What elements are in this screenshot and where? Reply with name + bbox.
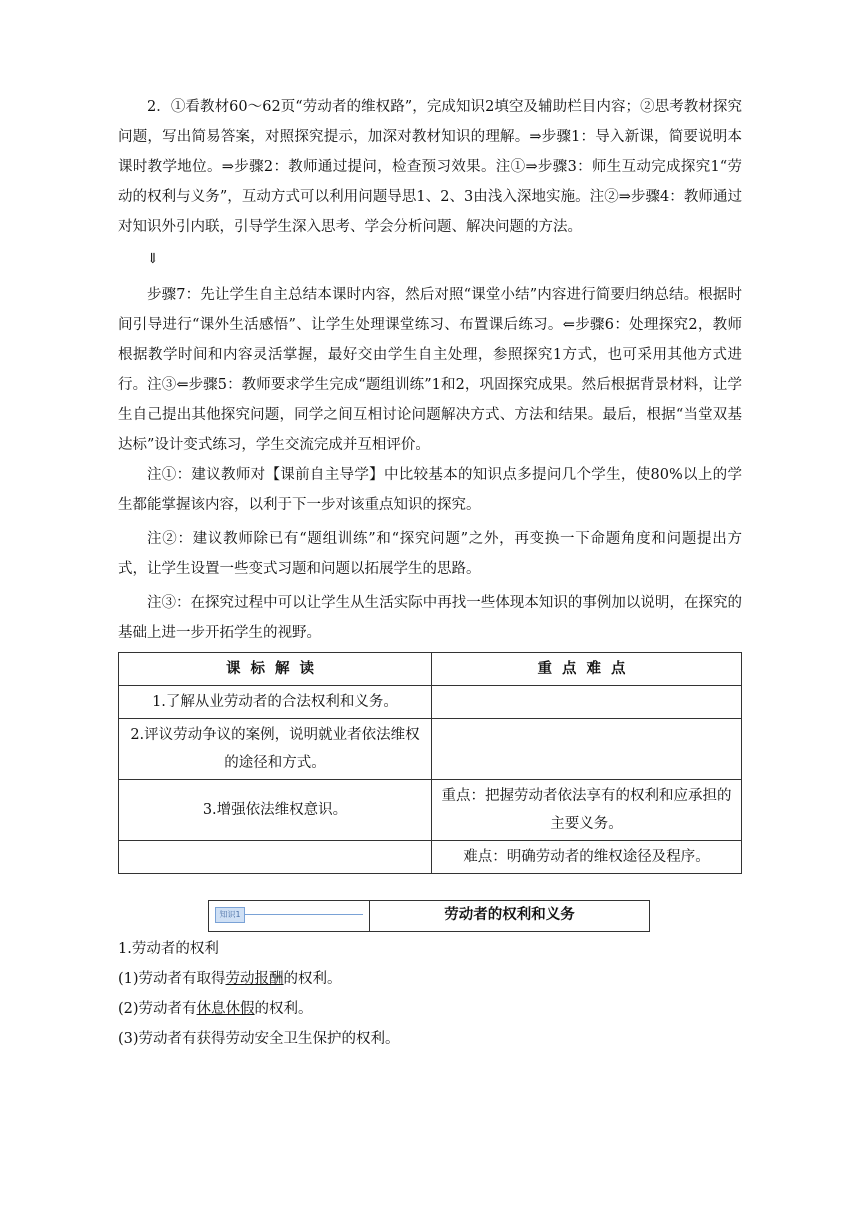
- table-cell: 2.评议劳动争议的案例，说明就业者依法维权的途径和方式。: [119, 719, 432, 780]
- note-1: 注①：建议教师对【课前自主导学】中比较基本的知识点多提问几个学生，使80%以上的学生都能掌握该内容，以利于下一步对该重点知识的探究。: [118, 467, 742, 513]
- intro-paragraph-2: 步骤7：先让学生自主总结本课时内容，然后对照“课堂小结”内容进行简要归纳总结。根据时间引导进行“课外生活感悟”、让学生处理课堂练习、布置课后练习。⇐步骤6：处理探究2，教师根据教学时间和内容灵活掌握，最好交由学生自主处理，参照探究1方式，也可采用其他方式进行。注③⇐步骤5：教师要求学生完成“题组训练”1和2，巩固探究成果。然后根据背景材料，让学生自己提出其他探究问题，同学之间互相讨论问题解决方式、方法和结果。最后，根据“当堂双基达标”设计变式练习，学生交流完成并互相评价。: [118, 287, 742, 453]
- blank-answer: 休息休假: [196, 1001, 255, 1017]
- table-row: [119, 780, 742, 841]
- blank-answer: 劳动报酬: [225, 971, 284, 987]
- document-page: [118, 92, 742, 1054]
- note-3: 注③：在探究过程中可以让学生从生活实际中再找一些体现本知识的事例加以说明，在探究的基础上进一步开拓学生的视野。: [118, 595, 742, 641]
- list-text: (1)劳动者有取得: [118, 971, 226, 987]
- curriculum-table: [118, 652, 742, 874]
- table-row: [119, 841, 742, 874]
- table-row: [119, 719, 742, 780]
- header-key-points: 重点难点: [432, 653, 742, 686]
- list-text: 的权利。: [283, 971, 342, 987]
- list-item: [118, 994, 742, 1024]
- table-cell: 3.增强依法维权意识。: [119, 780, 432, 841]
- section-title: 劳动者的权利和义务: [444, 907, 575, 923]
- section-badge: [209, 901, 370, 931]
- list-text: (2)劳动者有: [118, 1001, 197, 1017]
- table-cell: 重点：把握劳动者依法享有的权利和应承担的主要义务。: [432, 780, 742, 841]
- table-cell: [119, 841, 432, 874]
- tag-line: [245, 914, 363, 915]
- section-header: [208, 900, 650, 932]
- knowledge-tag-icon: 知识1: [215, 907, 245, 923]
- table-cell: 难点：明确劳动者的维权途径及程序。: [432, 841, 742, 874]
- list-text: 的权利。: [254, 1001, 313, 1017]
- note-2: 注②：建议教师除已有“题组训练”和“探究问题”之外，再变换一下命题角度和问题提出方式，让学生设置一些变式习题和问题以拓展学生的思路。: [118, 531, 742, 577]
- table-cell: [432, 719, 742, 780]
- table-cell: 1.了解从业劳动者的合法权利和义务。: [119, 686, 432, 719]
- table-cell: [432, 686, 742, 719]
- list-heading: 1.劳动者的权利: [118, 941, 219, 957]
- rights-list: [118, 934, 742, 1054]
- header-curriculum: 课标解读: [119, 653, 432, 686]
- list-item: (3)劳动者有获得劳动安全卫生保护的权利。: [118, 1031, 400, 1047]
- down-arrow: ⇓: [147, 251, 159, 267]
- list-item: [118, 964, 742, 994]
- intro-paragraph-1: 2．①看教材60～62页“劳动者的维权路”，完成知识2填空及辅助栏目内容；②思考教材探究问题，写出简易答案，对照探究提示，加深对教材知识的理解。⇒步骤1：导入新课，简要说明本课时教学地位。⇒步骤2：教师通过提问，检查预习效果。注①⇒步骤3：师生互动完成探究1“劳动的权利与义务”，互动方式可以利用问题导思1、2、3由浅入深地实施。注②⇒步骤4：教师通过对知识外引内联，引导学生深入思考、学会分析问题、解决问题的方法。: [118, 99, 742, 235]
- table-row: [119, 686, 742, 719]
- table-header-row: [119, 653, 742, 686]
